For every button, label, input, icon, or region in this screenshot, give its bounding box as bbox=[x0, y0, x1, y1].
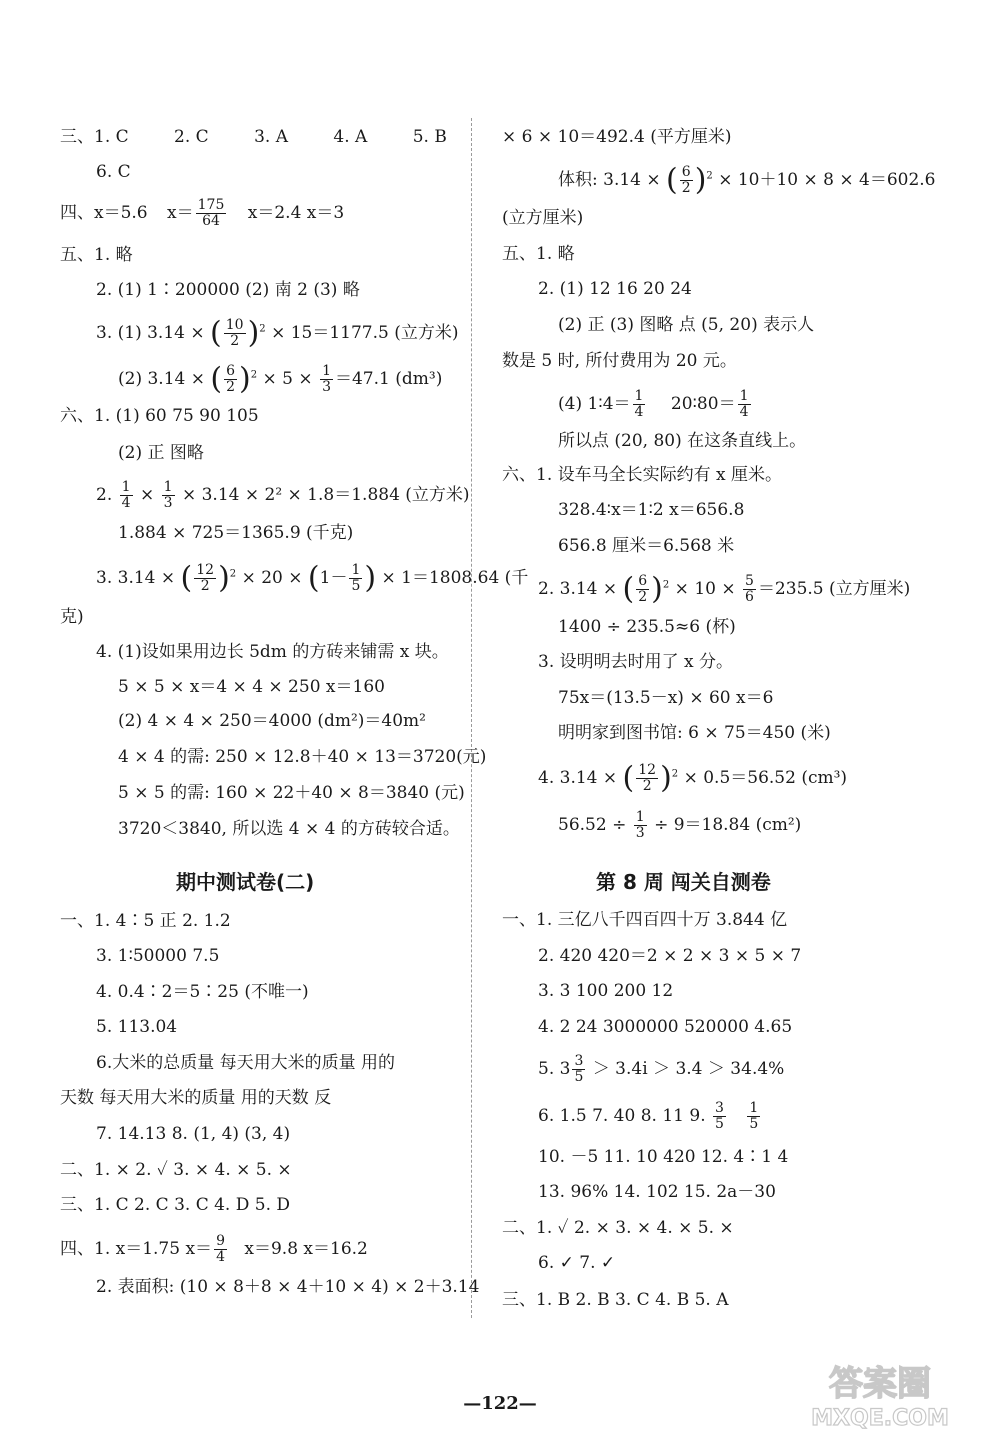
answer-line: 2. 表面积: (10 × 8＋8 × 4＋10 × 4) × 2＋3.14 bbox=[96, 1277, 480, 1297]
fraction: $\frac{6}{2}$ bbox=[638, 573, 648, 605]
answer-line: 3. 1∶50000 7.5 bbox=[96, 946, 220, 966]
answer-line: (2) 4 × 4 × 250＝4000 (dm²)＝40m² bbox=[118, 711, 426, 731]
answer-line: 二、1. × 2. ✓ 3. × 4. × 5. × bbox=[60, 1160, 292, 1180]
answer-line: 2. 420 420＝2 × 2 × 3 × 5 × 7 bbox=[538, 946, 802, 966]
answer-line: 数是 5 时, 所付费用为 20 元。 bbox=[502, 351, 737, 371]
answer-line: 4 × 4 的需: 250 × 12.8＋40 × 13＝3720(元) bbox=[118, 747, 487, 767]
answer-line: 2. $\frac{1}{4}$ × $\frac{1}{3}$ × 3.14 × 2² × 1.8＝1.884 (立方米) bbox=[96, 479, 470, 511]
answer-line: 四、1. x＝1.75 x＝ $\frac{9}{4}$ x＝9.8 x＝16.2 bbox=[60, 1233, 368, 1265]
answer-line: 1400 ÷ 235.5≈6 (杯) bbox=[558, 617, 736, 637]
answer-line: 三、1. B 2. B 3. C 4. B 5. A bbox=[502, 1290, 729, 1310]
fraction: $\frac{1}{5}$ bbox=[749, 1100, 759, 1132]
svg-text:答案圈: 答案圈 bbox=[829, 1364, 931, 1404]
watermark-logo bbox=[790, 1353, 970, 1433]
section-heading: 期中测试卷(二) bbox=[176, 870, 315, 894]
answer-line: 体积: 3.14 × ( $\frac{6}{2}$ )$^2$ × 10＋10 × 8 × 4＝602.6 bbox=[558, 162, 936, 198]
answer-line: 4. 2 24 3000000 520000 4.65 bbox=[538, 1017, 793, 1037]
answer-line: 13. 96% 14. 102 15. 2a－30 bbox=[538, 1182, 776, 1202]
answer-line: 4. 0.4∶2＝5∶25 (不唯一) bbox=[96, 982, 309, 1002]
fraction: $\frac{9}{4}$ bbox=[216, 1233, 225, 1265]
answer-line: 5. 3 $\frac{3}{5}$ ＞ 3.4i̇ ＞ 3.4 ＞ 34.4% bbox=[538, 1053, 785, 1085]
fraction: $\frac{175}{64}$ bbox=[197, 197, 225, 229]
fraction: $\frac{3}{5}$ bbox=[574, 1053, 584, 1085]
answer-line: 3720＜3840, 所以选 4 × 4 的方砖较合适。 bbox=[118, 819, 460, 839]
answer-line: 6. ✓ 7. ✓ bbox=[538, 1253, 616, 1273]
answer-line: (4) 1∶4＝ $\frac{1}{4}$ 20∶80＝ $\frac{1}{4}$ bbox=[558, 388, 749, 420]
fraction: $\frac{10}{2}$ bbox=[225, 317, 244, 349]
fraction: $\frac{1}{4}$ bbox=[634, 388, 644, 420]
answer-line: 一、1. 4∶5 正 2. 1.2 bbox=[60, 911, 231, 931]
section-heading: 第 8 周 闯关自测卷 bbox=[596, 870, 771, 894]
answer-line: 6.大米的总质量 每天用大米的质量 用的 bbox=[96, 1053, 396, 1073]
fraction: $\frac{6}{2}$ bbox=[681, 164, 691, 196]
answer-line: 三、1. C 2. C 3. C 4. D 5. D bbox=[60, 1195, 291, 1215]
answer-text: 5. B bbox=[412, 127, 447, 147]
fraction: $\frac{12}{2}$ bbox=[196, 562, 215, 594]
answer-line: × 6 × 10＝492.4 (平方厘米) bbox=[502, 127, 732, 147]
page-number: —122— bbox=[463, 1393, 537, 1414]
answer-line: 6. C bbox=[96, 162, 131, 182]
fraction: $\frac{1}{4}$ bbox=[739, 388, 749, 420]
answer-line: 5 × 5 的需: 160 × 22＋40 × 8＝3840 (元) bbox=[118, 783, 465, 803]
answer-line: 五、1. 略 bbox=[60, 245, 133, 265]
answer-line: 4. (1)设如果用边长 5dm 的方砖来铺需 x 块。 bbox=[96, 642, 449, 662]
svg-text:MXQE.COM: MXQE.COM bbox=[811, 1406, 949, 1431]
answer-line: 5. 113.04 bbox=[96, 1017, 178, 1037]
answer-line: (立方厘米) bbox=[502, 208, 584, 228]
answer-text: x＝2.4 x＝3 bbox=[247, 203, 345, 223]
fraction: $\frac{1}{4}$ bbox=[121, 479, 131, 511]
answer-line: 四、x＝5.6 x＝ $\frac{175}{64}$ x＝2.4 x＝3 bbox=[60, 197, 345, 229]
answer-line: 1.884 × 725＝1365.9 (千克) bbox=[118, 523, 354, 543]
answer-line: 一、1. 三亿八千四百四十万 3.844 亿 bbox=[502, 910, 788, 930]
fraction: $\frac{12}{2}$ bbox=[638, 762, 657, 794]
fraction: $\frac{5}{6}$ bbox=[745, 573, 754, 605]
answer-line: 明明家到图书馆: 6 × 75＝450 (米) bbox=[558, 723, 831, 743]
answer-line: (2) 正 图略 bbox=[118, 443, 204, 463]
watermark-icon bbox=[790, 1353, 970, 1433]
answer-line: 10. －5 11. 10 420 12. 4∶1 4 bbox=[538, 1147, 789, 1167]
answer-line: 2. 3.14 × ( $\frac{6}{2}$ )$^2$ × 10 × $\frac{5}{6}$ ＝235.5 (立方厘米) bbox=[538, 571, 911, 607]
answer-line: 六、1. (1) 60 75 90 105 bbox=[60, 406, 259, 426]
answer-line: 3. 3 100 200 12 bbox=[538, 981, 674, 1001]
answer-line: 天数 每天用大米的质量 用的天数 反 bbox=[60, 1088, 332, 1108]
answer-line: (2) 3.14 × ( $\frac{6}{2}$ )$^2$ × 5 × $\frac{1}{3}$ ＝47.1 (dm³) bbox=[118, 361, 443, 397]
answer-line: 56.52 ÷ $\frac{1}{3}$ ÷ 9＝18.84 (cm²) bbox=[558, 809, 802, 841]
answer-line: 2. (1) 1∶200000 (2) 南 2 (3) 略 bbox=[96, 280, 360, 300]
answer-line: 4. 3.14 × ( $\frac{12}{2}$ )$^2$ × 0.5＝56.52 (cm³) bbox=[538, 760, 848, 796]
fraction: $\frac{1}{3}$ bbox=[322, 363, 331, 395]
answer-text: 3. A bbox=[254, 127, 288, 147]
answer-text: 2. C bbox=[174, 127, 209, 147]
column-divider bbox=[471, 118, 472, 1318]
fraction: $\frac{1}{3}$ bbox=[635, 809, 645, 841]
answer-line: 3. 3.14 × ( $\frac{12}{2}$ )$^2$ × 20 × (1－ $\frac{1}{5}$ ) × 1＝1808.64 (千 bbox=[96, 560, 529, 596]
answer-line: 328.4∶x＝1∶2 x＝656.8 bbox=[558, 500, 745, 520]
answer-line: 5 × 5 × x＝4 × 4 × 250 x＝160 bbox=[118, 677, 385, 697]
answer-line bbox=[60, 126, 447, 148]
answer-line: 五、1. 略 bbox=[502, 244, 575, 264]
answer-line: 二、1. ✓ 2. × 3. × 4. × 5. × bbox=[502, 1218, 734, 1238]
answer-line: 2. (1) 12 16 20 24 bbox=[538, 279, 692, 299]
answer-line: 克) bbox=[60, 607, 84, 627]
answer-text: 四、x＝5.6 bbox=[60, 203, 148, 223]
fraction: $\frac{6}{2}$ bbox=[226, 363, 236, 395]
fraction: $\frac{1}{5}$ bbox=[351, 562, 361, 594]
answer-text: 三、1. C bbox=[60, 127, 129, 147]
answer-line: 六、1. 设车马全长实际约有 x 厘米。 bbox=[502, 465, 783, 485]
fraction: $\frac{3}{5}$ bbox=[715, 1100, 724, 1132]
answer-line: 6. 1.5 7. 40 8. 11 9. $\frac{3}{5}$ $\frac{1}{5}$ bbox=[538, 1100, 759, 1132]
answer-line: (2) 正 (3) 图略 点 (5, 20) 表示人 bbox=[558, 315, 815, 335]
answer-line: 656.8 厘米＝6.568 米 bbox=[558, 536, 735, 556]
answer-line: 7. 14.13 8. (1, 4) (3, 4) bbox=[96, 1124, 291, 1144]
answer-text: 4. A bbox=[333, 127, 368, 147]
answer-line: 3. 设明明去时用了 x 分。 bbox=[538, 652, 734, 672]
answer-line: 75x＝(13.5－x) × 60 x＝6 bbox=[558, 688, 774, 708]
answer-line: 所以点 (20, 80) 在这条直线上。 bbox=[558, 431, 807, 451]
answer-line: 3. (1) 3.14 × ( $\frac{10}{2}$ )$^2$ × 15＝1177.5 (立方米) bbox=[96, 315, 459, 351]
fraction: $\frac{1}{3}$ bbox=[163, 479, 173, 511]
